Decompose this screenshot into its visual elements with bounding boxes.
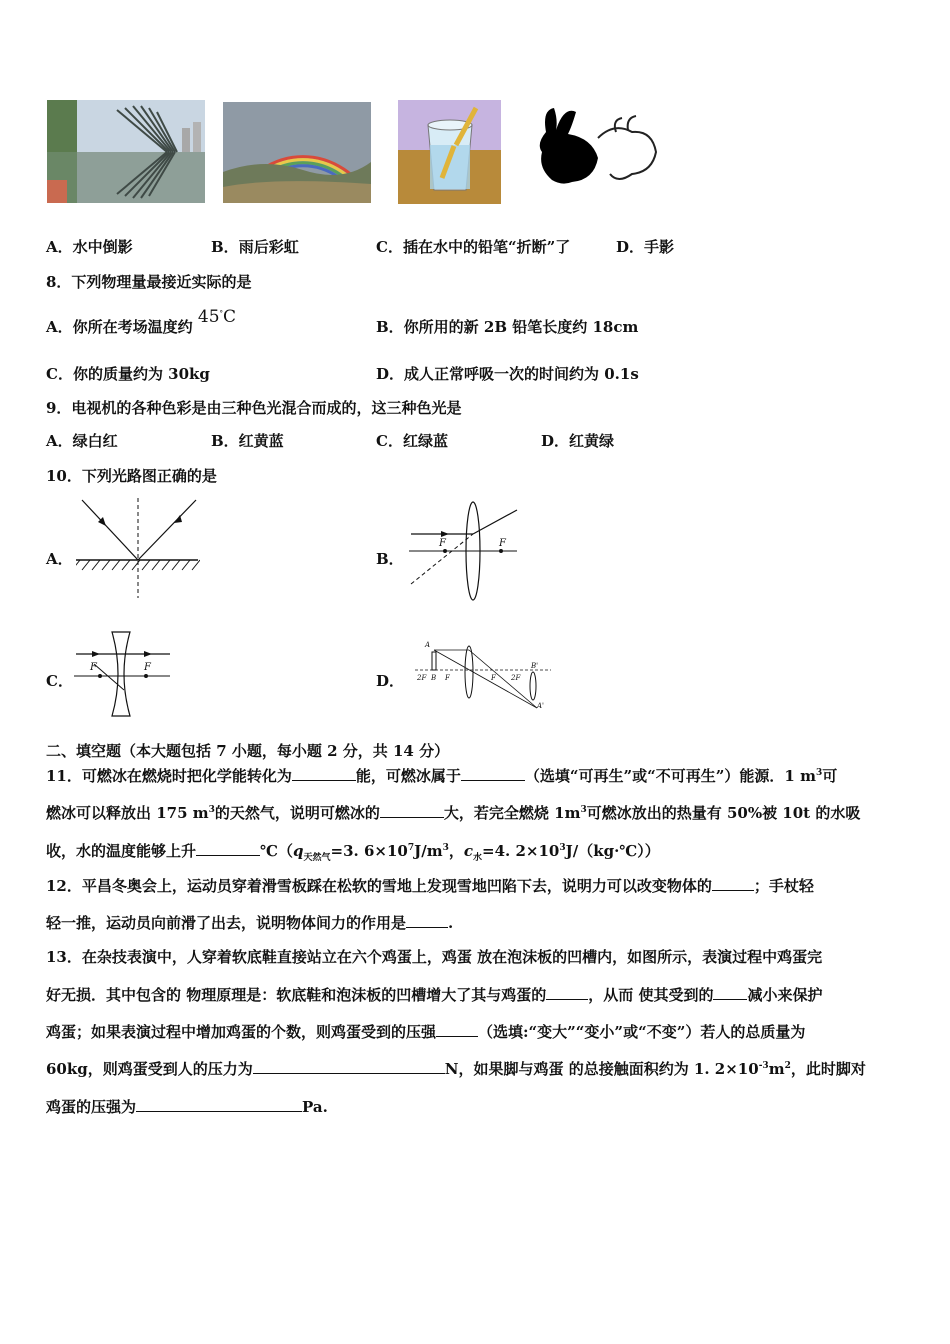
- svg-text:F: F: [439, 538, 446, 549]
- svg-text:B: B: [431, 674, 437, 682]
- q13-line-3: 鸡蛋；如果表演过程中增加鸡蛋的个数，则鸡蛋受到的压强 （选填:“变大”“变小”或“不变”）若人的总质量为: [46, 1023, 806, 1041]
- q8-option-d[interactable]: D．成人正常呼吸一次的时间约为 0.1s: [376, 365, 639, 383]
- q11-line-2: 燃冰可以释放出 175 $m^3$的天然气，说明可燃冰的 大，若完全燃烧 $1m^3$可燃冰放出的热量有 50%被 10t 的水吸: [46, 804, 861, 822]
- q10-option-d-label[interactable]: D．: [376, 672, 405, 690]
- temperature-value: 45°C: [197, 307, 237, 327]
- q9-option-b[interactable]: B．红黄蓝: [211, 432, 284, 450]
- option-text: A．你所在考场温度约: [46, 318, 193, 336]
- q13-line-5: 鸡蛋的压强为 Pa.: [46, 1098, 328, 1116]
- svg-text:2F: 2F: [417, 674, 427, 682]
- option-text: 水中倒影: [72, 238, 133, 256]
- q13-line-1: 13．在杂技表演中，人穿着软底鞋直接站立在六个鸡蛋上，鸡蛋 放在泡沫板的凹槽内，如图所示，表演过程中鸡蛋完: [46, 948, 823, 966]
- answer-blank[interactable]: [292, 766, 356, 781]
- hand-shadow-picture: [532, 102, 664, 192]
- q11-line-3: 收，水的温度能够上升 $℃(q_{天然气}=3$. $6\times 10^7J/m^3$，$c_水=4$. $2\times 10^3J/(kg\cdot℃)$）: [46, 842, 660, 863]
- option-letter: B．: [211, 238, 239, 256]
- option-text: 插在水中的铅笔“折断”了: [402, 238, 571, 256]
- svg-text:F: F: [144, 662, 151, 673]
- q10-option-c-label[interactable]: C．: [46, 672, 73, 690]
- q9-option-d[interactable]: D．红黄绿: [541, 432, 615, 450]
- q12-line-1: 12．平昌冬奥会上，运动员穿着滑雪板踩在松软的雪地上发现雪地凹陷下去，说明力可以改变物体的 ；手杖轻: [46, 877, 814, 895]
- svg-text:F: F: [445, 674, 450, 682]
- answer-blank[interactable]: [196, 841, 260, 856]
- answer-blank[interactable]: [253, 1059, 445, 1074]
- q7-option-c[interactable]: [376, 236, 570, 257]
- imaging-diagram: [413, 640, 553, 712]
- option-text: 雨后彩虹: [238, 238, 299, 256]
- option-letter: C．: [376, 238, 403, 256]
- answer-blank[interactable]: [546, 985, 588, 1000]
- rainbow-photo: [223, 102, 371, 203]
- option-letter: A．: [46, 238, 73, 256]
- svg-text:A: A: [425, 641, 431, 649]
- answer-blank[interactable]: [406, 913, 448, 928]
- q9-option-c[interactable]: C．红绿蓝: [376, 432, 448, 450]
- q9-option-a[interactable]: A．绿白红: [46, 432, 118, 450]
- q11-line-1: 11．可燃冰在燃烧时把化学能转化为 能，可燃冰属于 （选填“可再生”或“不可再生”）能源．1 $m^3$可: [46, 767, 838, 785]
- q10-option-b-label[interactable]: B．: [376, 550, 404, 568]
- q9-stem: 9．电视机的各种色彩是由三种色光混合而成的，这三种色光是: [46, 399, 462, 417]
- q7-option-d[interactable]: [616, 236, 674, 257]
- svg-text:2F: 2F: [511, 674, 521, 682]
- answer-blank[interactable]: [436, 1022, 478, 1037]
- answer-blank[interactable]: [713, 985, 747, 1000]
- answer-blank[interactable]: [712, 876, 754, 891]
- q8-stem: 8．下列物理量最接近实际的是: [46, 273, 252, 291]
- q8-option-b[interactable]: B．你所用的新 2B 铅笔长度约 18cm: [376, 318, 639, 336]
- concave-lens-diagram: [72, 630, 172, 718]
- pencil-in-water-picture: [398, 100, 501, 204]
- svg-text:F: F: [90, 662, 97, 673]
- svg-text:A': A': [537, 702, 544, 710]
- q8-option-c[interactable]: C．你的质量约为 30kg: [46, 365, 210, 383]
- section-title: 二、填空题（本大题包括 7 小题，每小题 2 分，共 14 分）: [46, 742, 450, 760]
- q7-option-b[interactable]: [211, 236, 299, 257]
- answer-blank[interactable]: [136, 1097, 302, 1112]
- answer-blank[interactable]: [380, 803, 444, 818]
- svg-text:F: F: [491, 674, 496, 682]
- reflection-diagram: [76, 498, 200, 598]
- svg-text:B': B': [531, 662, 539, 670]
- q13-line-2: 好无损．其中包含的 物理原理是：软底鞋和泡沫板的凹槽增大了其与鸡蛋的 ，从而 使其受到的 减小来保护: [46, 986, 823, 1004]
- q10-stem: 10．下列光路图正确的是: [46, 467, 217, 485]
- svg-text:F: F: [499, 538, 506, 549]
- q7-option-a[interactable]: [46, 236, 133, 257]
- option-text: 手影: [644, 238, 675, 256]
- q8-option-a[interactable]: [46, 307, 237, 337]
- q13-line-4: 60kg，则鸡蛋受到人的压力为 N，如果脚与鸡蛋 的总接触面积约为 1. $2\times 10^{-3}m^2$，此时脚对: [46, 1060, 866, 1078]
- answer-blank[interactable]: [461, 766, 525, 781]
- reflection-photo: [47, 100, 205, 203]
- q12-line-2: 轻一推，运动员向前滑了出去，说明物体间力的作用是 .: [46, 914, 454, 932]
- q10-option-a-label[interactable]: A．: [46, 550, 73, 568]
- option-letter: D．: [616, 238, 645, 256]
- convex-lens-diagram: [405, 500, 520, 602]
